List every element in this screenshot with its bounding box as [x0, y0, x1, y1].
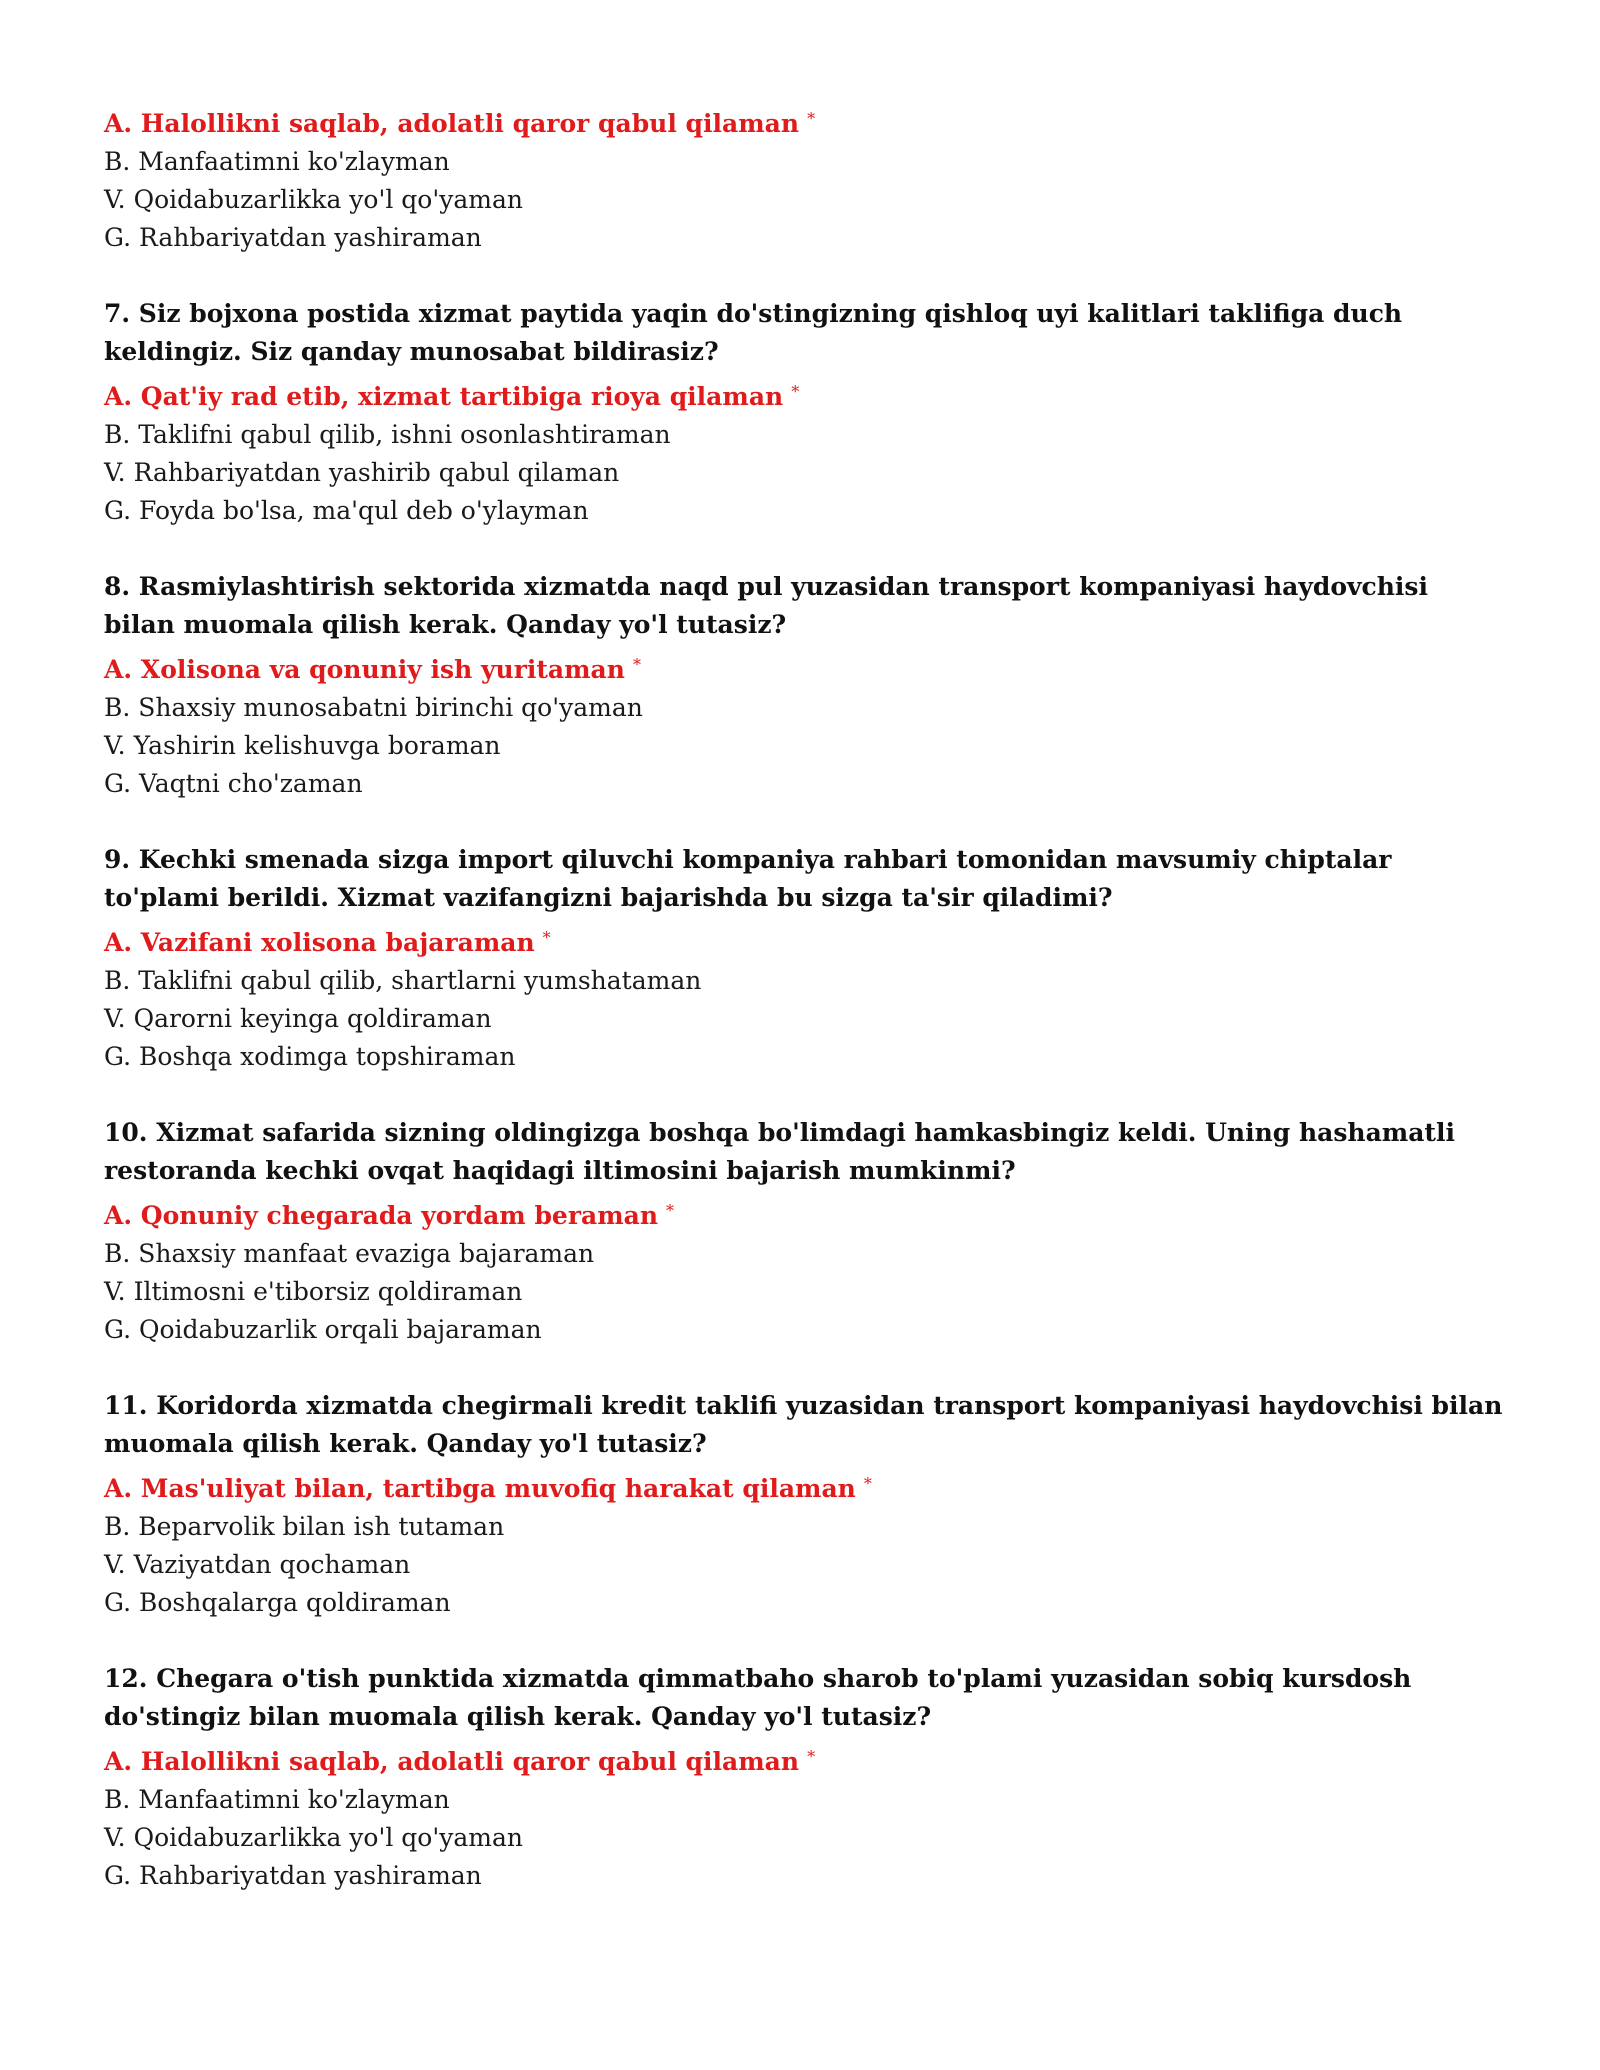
option-a-correct: A. Qonuniy chegarada yordam beraman * — [104, 1201, 675, 1230]
option-g: G. Rahbariyatdan yashiraman — [104, 1861, 482, 1890]
correct-marker: * — [807, 1747, 816, 1766]
option-g: G. Boshqalarga qoldiraman — [104, 1588, 451, 1617]
option-v: V. Yashirin kelishuvga boraman — [104, 731, 501, 760]
option-g: G. Foyda bo'lsa, ma'qul deb o'ylayman — [104, 496, 589, 525]
question-block-10 — [104, 1114, 1504, 1349]
question-text: 11. Koridorda xizmatda chegirmali kredit taklifi yuzasidan transport kompaniyasi haydovchisi bilan muomala qilish kerak. Qanday yo'l tutasiz? — [104, 1391, 1503, 1458]
option-b: B. Taklifni qabul qilib, shartlarni yumshataman — [104, 966, 702, 995]
correct-marker: * — [863, 1474, 872, 1493]
option-g: G. Qoidabuzarlik orqali bajaraman — [104, 1315, 542, 1344]
option-g: G. Rahbariyatdan yashiraman — [104, 223, 482, 252]
correct-marker: * — [807, 109, 816, 128]
question-text: 7. Siz bojxona postida xizmat paytida yaqin do'stingizning qishloq uyi kalitlari taklifiga duch keldingiz. Siz qanday munosabat bildirasiz? — [104, 299, 1403, 366]
option-v: V. Qarorni keyinga qoldiraman — [104, 1004, 492, 1033]
option-b: B. Beparvolik bilan ish tutaman — [104, 1512, 505, 1541]
option-b: B. Manfaatimni ko'zlayman — [104, 1785, 450, 1814]
correct-marker: * — [632, 655, 641, 674]
question-text: 9. Kechki smenada sizga import qiluvchi kompaniya rahbari tomonidan mavsumiy chiptalar to'plami berildi. Xizmat vazifangizni bajarishda bu sizga ta'sir qiladimi? — [104, 845, 1392, 912]
question-block-11 — [104, 1387, 1504, 1622]
option-a-correct: A. Halollikni saqlab, adolatli qaror qabul qilaman * — [104, 109, 816, 138]
question-block-6-continued — [104, 100, 1504, 257]
option-a-correct: A. Mas'uliyat bilan, tartibga muvofiq harakat qilaman * — [104, 1474, 872, 1503]
correct-marker: * — [666, 1201, 675, 1220]
question-block-9 — [104, 841, 1504, 1076]
option-v: V. Iltimosni e'tiborsiz qoldiraman — [104, 1277, 523, 1306]
quiz-page — [104, 100, 1504, 1933]
correct-marker: * — [542, 928, 551, 947]
option-b: B. Taklifni qabul qilib, ishni osonlashtiraman — [104, 420, 671, 449]
question-text: 10. Xizmat safarida sizning oldingizga boshqa bo'limdagi hamkasbingiz keldi. Uning hashamatli restoranda kechki ovqat haqidagi iltimosini bajarish mumkinmi? — [104, 1118, 1455, 1185]
option-v: V. Vaziyatdan qochaman — [104, 1550, 411, 1579]
option-v: V. Qoidabuzarlikka yo'l qo'yaman — [104, 1823, 523, 1852]
question-block-8 — [104, 568, 1504, 803]
option-a-correct: A. Qat'iy rad etib, xizmat tartibiga rioya qilaman * — [104, 382, 800, 411]
option-v: V. Qoidabuzarlikka yo'l qo'yaman — [104, 185, 523, 214]
question-text: 12. Chegara o'tish punktida xizmatda qimmatbaho sharob to'plami yuzasidan sobiq kursdosh do'stingiz bilan muomala qilish kerak. Qanday yo'l tutasiz? — [104, 1664, 1412, 1731]
option-a-correct: A. Halollikni saqlab, adolatli qaror qabul qilaman * — [104, 1747, 816, 1776]
option-b: B. Shaxsiy manfaat evaziga bajaraman — [104, 1239, 595, 1268]
correct-marker: * — [791, 382, 800, 401]
option-a-correct: A. Vazifani xolisona bajaraman * — [104, 928, 551, 957]
question-block-7 — [104, 295, 1504, 530]
option-g: G. Vaqtni cho'zaman — [104, 769, 363, 798]
option-a-correct: A. Xolisona va qonuniy ish yuritaman * — [104, 655, 641, 684]
option-v: V. Rahbariyatdan yashirib qabul qilaman — [104, 458, 620, 487]
question-block-12 — [104, 1660, 1504, 1895]
question-text: 8. Rasmiylashtirish sektorida xizmatda naqd pul yuzasidan transport kompaniyasi haydovchisi bilan muomala qilish kerak. Qanday yo'l tutasiz? — [104, 572, 1428, 639]
option-b: B. Shaxsiy munosabatni birinchi qo'yaman — [104, 693, 643, 722]
option-b: B. Manfaatimni ko'zlayman — [104, 147, 450, 176]
option-g: G. Boshqa xodimga topshiraman — [104, 1042, 516, 1071]
